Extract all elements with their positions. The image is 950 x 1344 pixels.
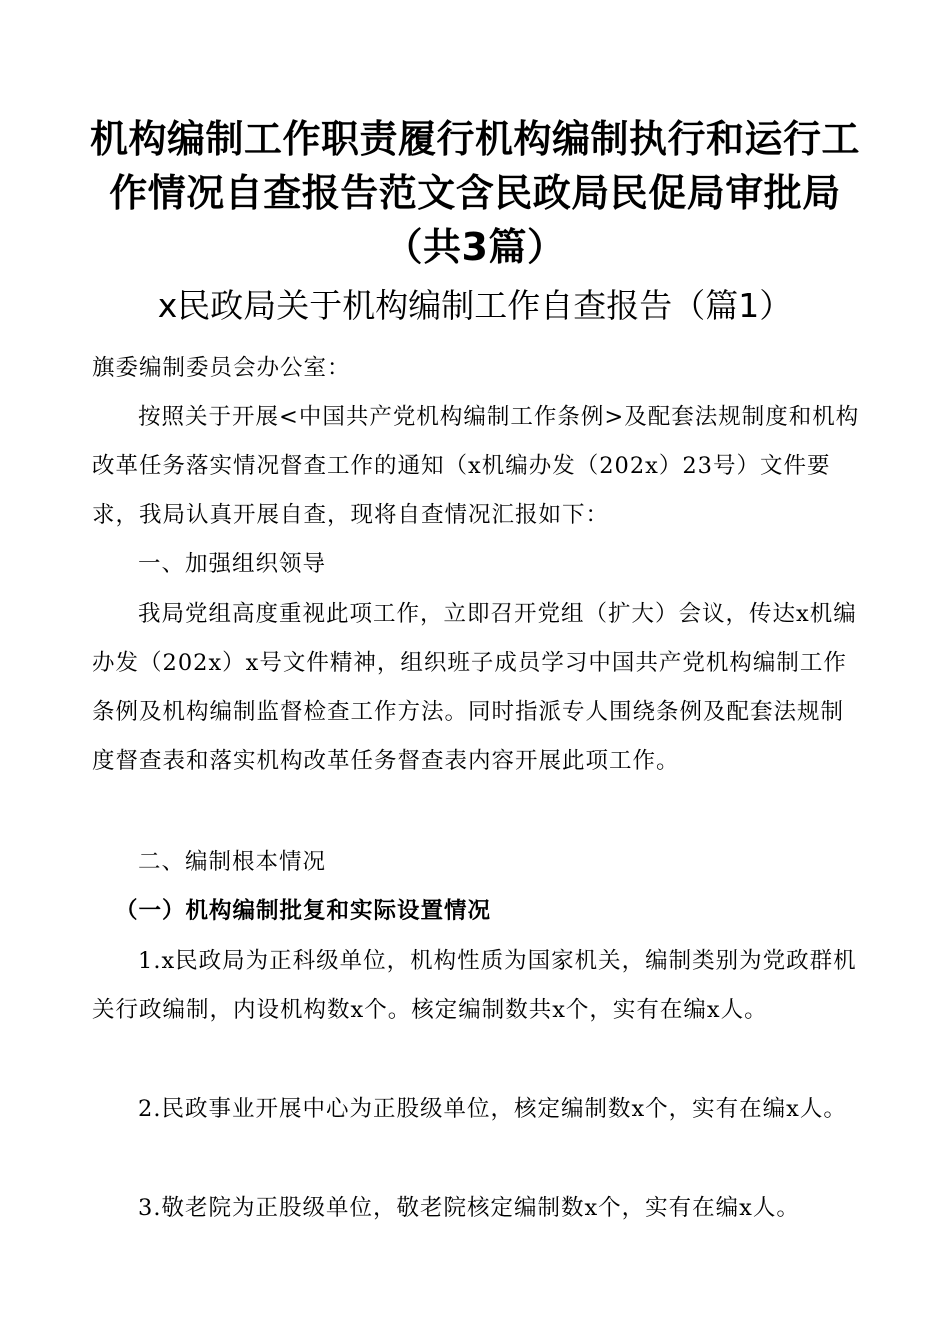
title-line-3: （共3篇） xyxy=(384,225,566,269)
section-heading-staffing: 二、编制根本情况 xyxy=(138,849,327,875)
list-item-development-center: 2.民政事业开展中心为正股级单位，核定编制数x个，实有在编x人。 xyxy=(138,1096,847,1122)
section-paragraph-organization: 我局党组高度重视此项工作，立即召开党组（扩大）会议，传达x机编办发（202x）x号文件精神，组织班子成员学习中国共产党机构编制工作条例及机构编制监督检查工作方法。同时指派专人围绕条例及配套法规制度督查表和落实机构改革任务督查表内容开展此项工作。 xyxy=(92,601,857,774)
intro-paragraph: 按照关于开展<中国共产党机构编制工作条例>及配套法规制度和机构改革任务落实情况督查工作的通知（x机编办发（202x）23号）文件要求，我局认真开展自查，现将自查情况汇报如下： xyxy=(92,404,860,528)
title-line-2: 作情况自查报告范文含民政局民促局审批局 xyxy=(109,171,841,215)
subsection-heading-approval: （一）机构编制批复和实际设置情况 xyxy=(115,898,492,924)
section-heading-organization: 一、加强组织领导 xyxy=(138,551,327,577)
list-item-civil-affairs-bureau: 1.x民政局为正科级单位，机构性质为国家机关，编制类别为党政群机关行政编制，内设机构数x个。核定编制数共x个，实有在编x人。 xyxy=(92,948,857,1023)
title-line-1: 机构编制工作职责履行机构编制执行和运行工 xyxy=(89,117,860,161)
report-subtitle: x民政局关于机构编制工作自查报告（篇1） xyxy=(157,286,793,325)
document-title xyxy=(70,112,880,274)
list-item-nursing-home: 3.敬老院为正股级单位，敬老院核定编制数x个，实有在编x人。 xyxy=(138,1195,800,1221)
salutation: 旗委编制委员会办公室： xyxy=(92,355,351,381)
